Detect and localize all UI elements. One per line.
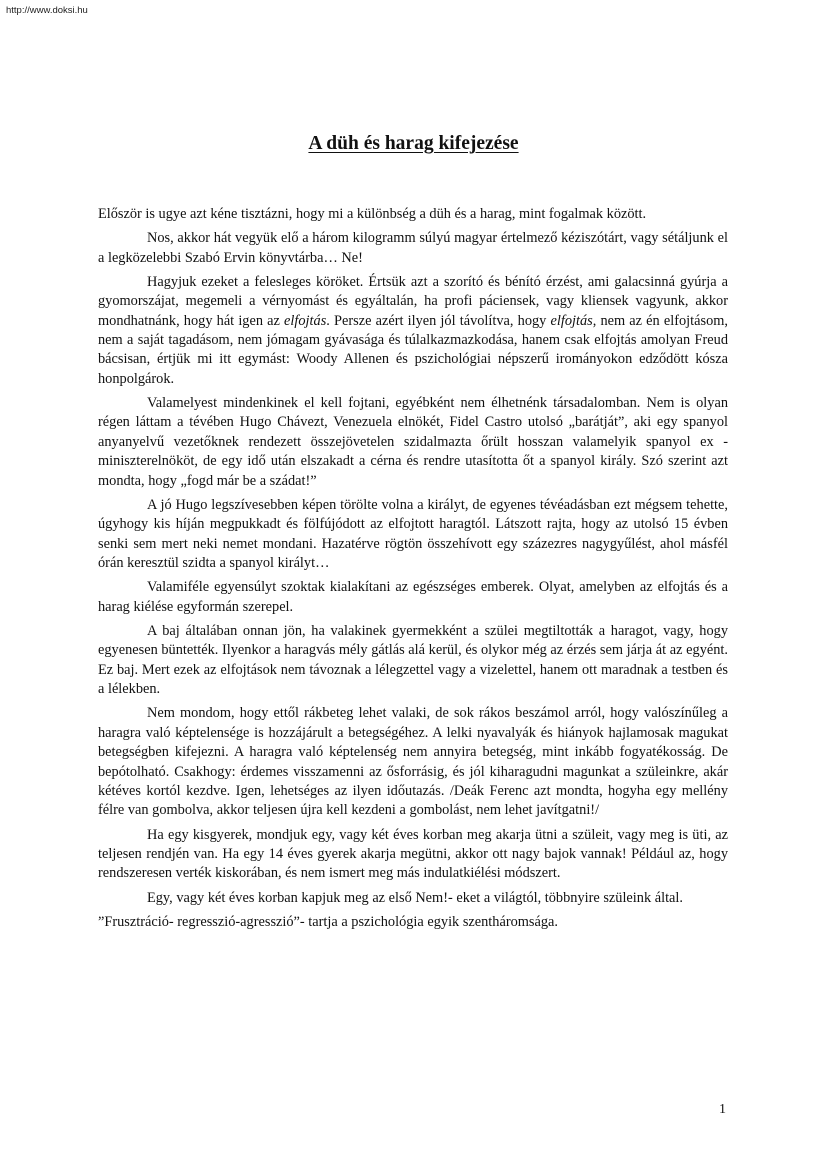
paragraph-text: Hagyjuk ezeket a felesleges köröket. Értsük azt a szorító és bénító érzést, ami galacsinná gyúrja a gyomorszájat, megemeli a vérnyomást és egyáltalán, ha profi páciensek, vagy kliensek vagyunk, akkor mondhatnánk, hogy hát igen az (98, 273, 728, 329)
paragraph-text: Egy, vagy két éves korban kapjuk meg az első Nem!- eket a világtól, többnyire szüleink által. (147, 889, 683, 906)
paragraph-text: Először is ugye azt kéne tisztázni, hogy mi a különbség a düh és a harag, mint fogalmak között. (98, 206, 647, 222)
paragraph (98, 229, 728, 268)
paragraph (98, 496, 728, 574)
paragraph-text: Nos, akkor hát vegyük elő a három kilogramm súlyú magyar értelmező kéziszótárt, vagy sétáljunk el a legközelebbi Szabó Ervin könyvtárba… Ne! (98, 230, 728, 266)
paragraph-text: Valamelyest mindenkinek el kell fojtani, egyébként nem élhetnénk társadalomban. Nem is olyan régen láttam a tévében Hugo Chávezt, Venezuela elnökét, Fidel Castro utolsó „barátját”, aki egy spanyol anyanyelvű vezetőknek rendezett összejövetelen szidalmazta őrült hosszan valamelyik spanyol ex -miniszterelnököt, de egy idő után elszakadt a cérna és rendre utasította őt a spanyol király. Szó szerint azt mondta, hogy „fogd már be a szádat!” (98, 395, 728, 489)
emphasized-text: elfojtás (284, 312, 327, 329)
paragraph (98, 913, 728, 932)
paragraph-text: Valamiféle egyensúlyt szoktak kialakítani az egészséges emberek. Olyat, amelyben az elfojtás és a harag kiélése egyformán szerepel. (98, 579, 728, 615)
source-url: http://www.doksi.hu (6, 5, 88, 16)
paragraph-text: A baj általában onnan jön, ha valakinek gyermekként a szülei megtiltották a haragot, vagy, hogy egyenesen büntették. Ilyenkor a haragvás mély gátlás alá kerül, és olykor még az érzés sem járja át az egyént. Ez baj. Mert ezek az elfojtások nem távoznak a lélegzettel vagy a vizelettel, hanem ott maradnak a testben és a lélekben. (98, 622, 728, 698)
document-title: A düh és harag kifejezése (308, 133, 519, 154)
paragraph (98, 889, 728, 908)
paragraph (98, 704, 728, 820)
paragraph-text: ”Frusztráció- regresszió-agresszió”- tartja a pszichológia egyik szentháromsága. (98, 913, 559, 930)
paragraph-text: A jó Hugo legszívesebben képen törölte volna a királyt, de egyenes tévéadásban ezt mégsem tehette, úgyhogy kis híján megpukkadt és fölfújódott az elfojtott haragtól. Látszott rajta, hogy az utolsó 15 évben senki sem mert neki nemet mondani. Hazatérve rögtön összehívott egy százezres nagygyűlést, ahol másfél órán keresztül szidta a spanyol királyt… (98, 496, 728, 572)
paragraph-text: . Persze azért ilyen jól távolítva, hogy (326, 312, 551, 329)
paragraph (98, 205, 728, 224)
paragraph-text: , nem az én elfojtásom, nem a saját tagadásom, nem jómagam gyávasága és túlalkazmazkodása, hanem csak elfojtás amolyan Freud bácsisan, értjük mi itt egymást: Woody Allenen és pszichológiai népszerű irományokon edződött kósza honpolgárok. (98, 312, 728, 387)
paragraph (98, 622, 728, 700)
paragraph (98, 826, 728, 884)
paragraph (98, 394, 728, 491)
emphasized-text: elfojtás (550, 312, 593, 329)
paragraph (98, 578, 728, 617)
paragraph-text: Nem mondom, hogy ettől rákbeteg lehet valaki, de sok rákos beszámol arról, hogy valószínűleg a haragra való képtelensége is hozzájárult a betegségéhez. A lelki nyavalyák és hiányok hajlamosak magukat betegségben kifejezni. A haragra való képtelenség nem annyira betegség, mint inkább fogyatékosság. De bepótolható. Csakhogy: érdemes visszamenni az ősforrásig, és jól kiharagudni magunkat a szüleinkre, akár kétéves kortól kezdve. Igen, lehetséges az ilyen időutazás. /Deák Ferenc azt mondta, hogyha egy mellény félre van gombolva, akkor teljesen újra kell kezdeni a gombolást, nem lehet javítgatni!/ (98, 705, 728, 819)
page-number: 1 (719, 1102, 726, 1117)
paragraph-text: Ha egy kisgyerek, mondjuk egy, vagy két éves korban meg akarja ütni a szüleit, vagy meg is üti, az teljesen rendjén van. Ha egy 14 éves gyerek akarja megütni, akkor ott nagy bajok vannak! Például az, hogy rendszeresen verték kiskorában, és nem ismert meg más indulatkiélési módszert. (98, 826, 728, 882)
document-body (98, 205, 728, 937)
paragraph (98, 273, 728, 389)
